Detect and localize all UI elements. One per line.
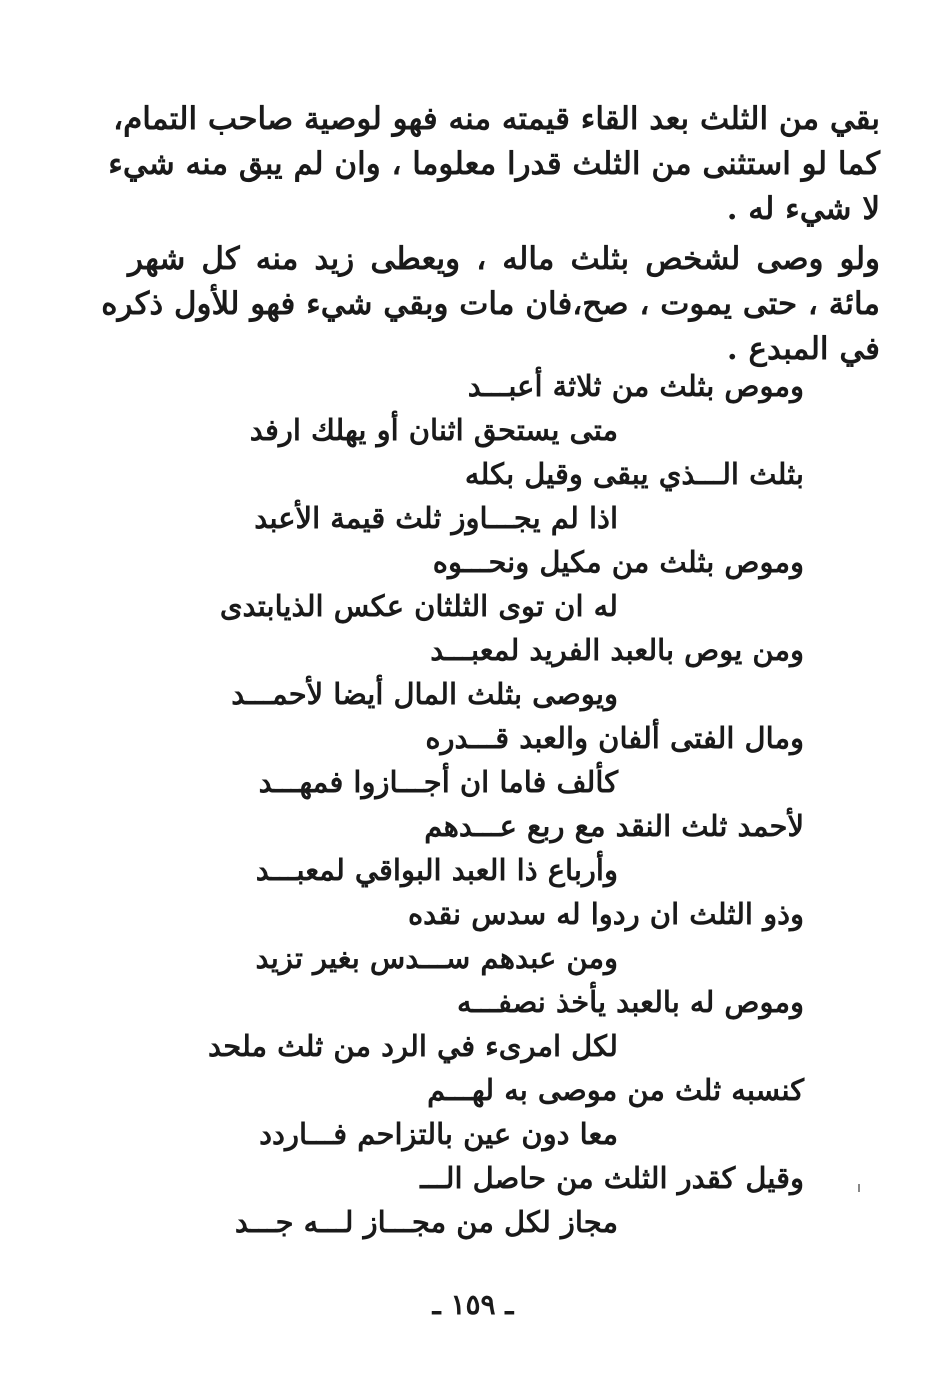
paragraph-line: ولو وصى لشخص بثلث ماله ، ويعطى زيد منه كل شهر [128,241,880,277]
verse-line: معا دون عين بالتزاحم فـــاردد [259,1117,618,1151]
paragraph-line: كما لو استثنى من الثلث قدرا معلوما ، وان لم يبق منه شيء [108,146,880,182]
paragraph-2 [101,237,880,372]
verse-line: ومن عبدهم ســـدس بغير تزيد [255,941,618,975]
verse-line: وموص له بالعبد يأخذ نصفـــه [456,985,804,1019]
verse-line: له ان توى الثلثان عكس الذيابتدى [219,589,618,623]
paragraph-line: بقي من الثلث بعد القاء قيمته منه فهو لوصية صاحب التمام، [113,101,880,137]
verse-line: كنسبه ثلث من موصى به لهـــم [427,1073,804,1107]
verse-line: ويوصى بثلث المال أيضا لأحمـــد [231,677,618,711]
verse-line: متى يستحق اثنان أو يهلك ارفد [249,413,618,447]
verse-line: مجاز لكل من مجـــاز لـــه جـــد [234,1205,618,1239]
verse-line: ومال الفتى ألفان والعبد قـــدره [425,721,804,755]
page-number: ـ ١٥٩ ـ [432,1288,514,1321]
verse-line: لأحمد ثلث النقد مع ربع عـــدهم [424,809,804,843]
paragraph-1 [108,97,880,232]
paragraph-line: لا شيء له . [726,191,880,227]
verse-line: وموص بثلث من مكيل ونحـــوه [432,545,804,579]
verse-line: وقيل كقدر الثلث من حاصل الـــ [420,1161,804,1195]
verse-line: وموص بثلث من ثلاثة أعبـــد [467,369,804,403]
paragraph-line: مائة ، حتى يموت ، صح،فان مات وبقي شيء فهو للأول ذكره [101,286,880,322]
verse-line: اذا لم يجـــاوز ثلث قيمة الأعبد [254,501,618,535]
verse-line: ومن يوص بالعبد الفريد لمعبـــد [430,633,804,667]
paragraph-line: في المبدع . [726,331,880,367]
verse-line: بثلث الـــذي يبقى وقيل بكله [464,457,804,491]
verse-line: وأرباع ذا العبد البواقي لمعبـــد [255,853,618,887]
print-speck [858,1184,860,1192]
verse-line: وذو الثلث ان ردوا له سدس نقده [407,897,804,931]
verse-line: لكل امرىء في الرد من ثلث ملحد [208,1029,618,1063]
verse-line: كألف فاما ان أجـــازوا فمهـــد [258,765,618,799]
